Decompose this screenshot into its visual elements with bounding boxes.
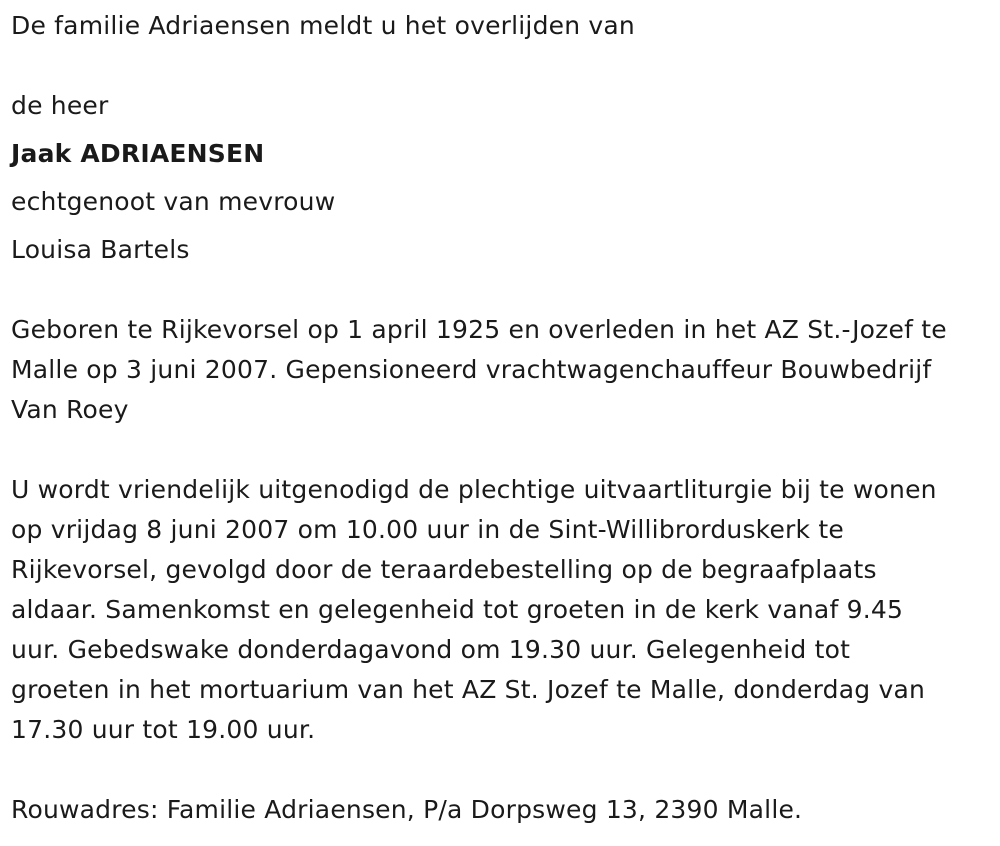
- funeral-line: 17.30 uur tot 19.00 uur.: [11, 715, 316, 744]
- spacer: [11, 270, 1000, 310]
- intro-text: De familie Adriaensen meldt u het overlijden van: [11, 11, 635, 40]
- biography-line: Van Roey: [11, 395, 129, 424]
- spacer: [11, 46, 1000, 86]
- funeral-line: aldaar. Samenkomst en gelegenheid tot groeten in de kerk vanaf 9.45: [11, 595, 904, 624]
- biography-line: Malle op 3 juni 2007. Gepensioneerd vrachtwagenchauffeur Bouwbedrijf: [11, 355, 932, 384]
- funeral-line: groeten in het mortuarium van het AZ St. Jozef te Malle, donderdag van: [11, 675, 926, 704]
- spacer: [11, 222, 1000, 230]
- spacer: [11, 126, 1000, 134]
- funeral-line: U wordt vriendelijk uitgenodigd de plechtige uitvaartliturgie bij te wonen: [11, 475, 937, 504]
- funeral-paragraph: [11, 470, 1000, 750]
- funeral-line: op vrijdag 8 juni 2007 om 10.00 uur in de Sint-Willibrorduskerk te: [11, 515, 844, 544]
- biography-line: Geboren te Rijkevorsel op 1 april 1925 en overleden in het AZ St.-Jozef te: [11, 315, 947, 344]
- spacer: [11, 750, 1000, 790]
- title-prefix: de heer: [11, 91, 109, 120]
- spacer: [11, 430, 1000, 470]
- spacer: [11, 174, 1000, 182]
- funeral-line: uur. Gebedswake donderdagavond om 19.30 uur. Gelegenheid tot: [11, 635, 851, 664]
- spouse-label: echtgenoot van mevrouw: [11, 187, 336, 216]
- funeral-line: Rijkevorsel, gevolgd door de teraardebestelling op de begraafplaats: [11, 555, 877, 584]
- deceased-name: Jaak ADRIAENSEN: [11, 139, 265, 168]
- spouse-name: Louisa Bartels: [11, 235, 190, 264]
- mourning-address: Rouwadres: Familie Adriaensen, P/a Dorpsweg 13, 2390 Malle.: [11, 795, 803, 824]
- biography-paragraph: [11, 310, 1000, 430]
